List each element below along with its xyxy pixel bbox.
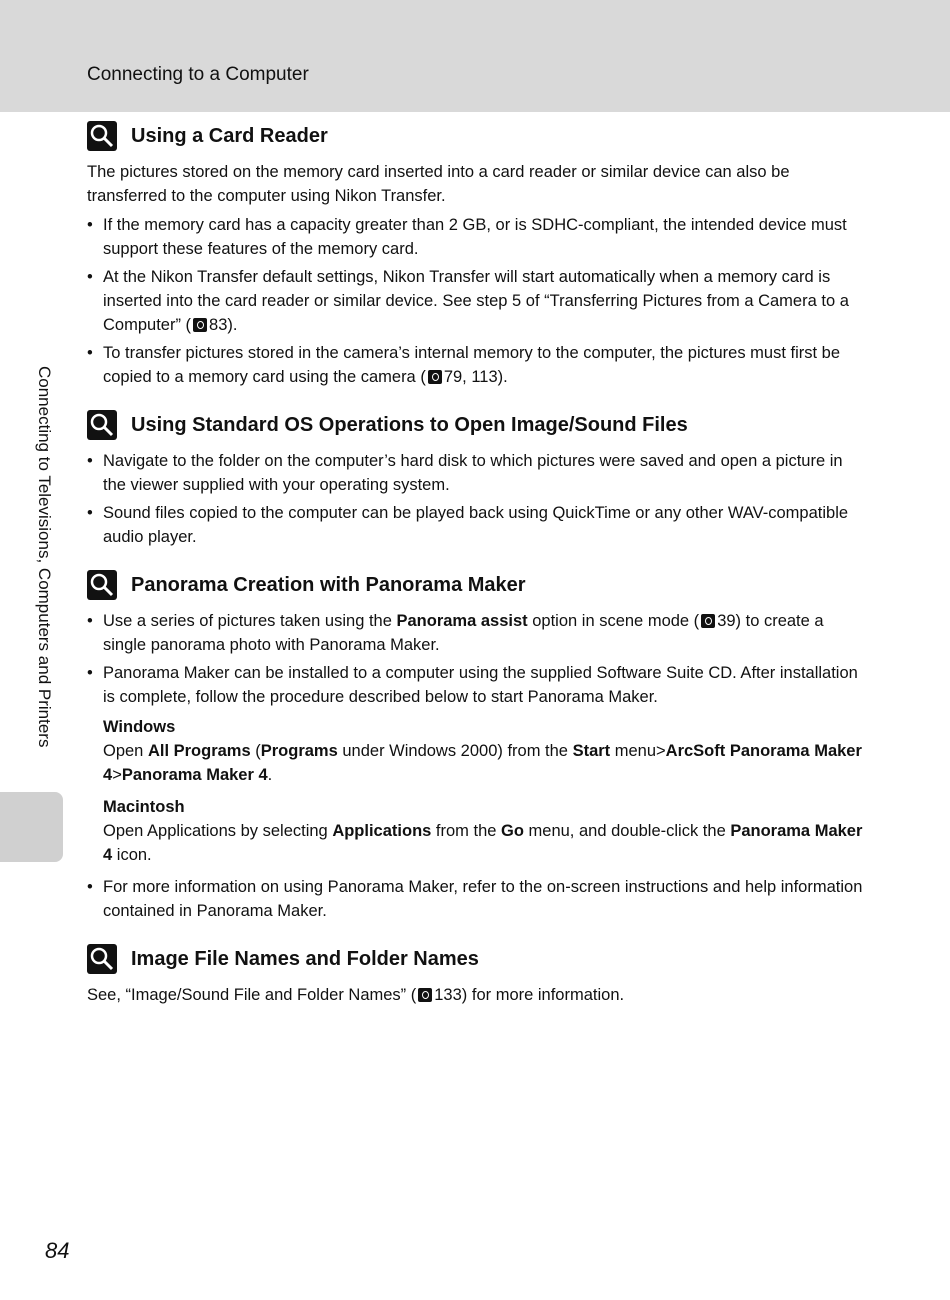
section-panorama	[87, 567, 867, 923]
windows-instructions	[87, 715, 867, 787]
list-item: • If the memory card has a capacity greater than 2 GB, or is SDHC-compliant, the intended device must support these features of the memory card.	[87, 213, 867, 261]
page-reference-icon	[701, 614, 715, 628]
section-title: Using Standard OS Operations to Open Image/Sound Files	[131, 414, 688, 436]
section-title: Panorama Creation with Panorama Maker	[131, 574, 526, 596]
section-title: Image File Names and Folder Names	[131, 948, 479, 970]
note-icon	[87, 410, 117, 440]
section-standard-os	[87, 407, 867, 549]
side-chapter-label: Connecting to Televisions, Computers and Printers	[35, 366, 54, 748]
section-file-names	[87, 941, 867, 1007]
list-item: • Navigate to the folder on the computer’s hard disk to which pictures were saved and open a picture in the viewer supplied with your operating system.	[87, 449, 867, 497]
main-content	[87, 118, 867, 1012]
list-item: • At the Nikon Transfer default settings, Nikon Transfer will start automatically when a memory card is inserted into the card reader or similar device. See step 5 of “Transferring Pictures from a Camera to a Computer” ( 83).	[87, 265, 867, 337]
windows-heading: Windows	[103, 718, 176, 736]
section-card-reader	[87, 118, 867, 389]
bullet-list	[87, 609, 867, 709]
page-number: 84	[45, 1238, 70, 1263]
windows-text: Open All Programs (Programs under Windows 2000) from the Start menu>ArcSoft Panorama Maker 4>Panorama Maker 4.	[103, 742, 862, 784]
chapter-tab	[0, 792, 63, 862]
page-header-title: Connecting to a Computer	[87, 64, 309, 85]
section-heading	[87, 941, 867, 977]
macintosh-instructions	[87, 795, 867, 867]
list-item: • Sound files copied to the computer can be played back using QuickTime or any other WAV-compatible audio player.	[87, 501, 867, 549]
macintosh-text: Open Applications by selecting Applications from the Go menu, and double-click the Panorama Maker 4 icon.	[103, 822, 863, 864]
section-heading	[87, 407, 867, 443]
section-title: Using a Card Reader	[131, 125, 328, 147]
note-icon	[87, 944, 117, 974]
section-intro: The pictures stored on the memory card inserted into a card reader or similar device can also be transferred to the computer using Nikon Transfer.	[87, 163, 790, 205]
macintosh-heading: Macintosh	[103, 798, 185, 816]
section-heading	[87, 567, 867, 603]
bullet-list	[87, 875, 867, 923]
list-item: • For more information on using Panorama Maker, refer to the on-screen instructions and help information contained in Panorama Maker.	[87, 875, 867, 923]
page-reference-icon	[428, 370, 442, 384]
bullet-list	[87, 449, 867, 549]
note-icon	[87, 121, 117, 151]
bullet-list	[87, 213, 867, 389]
section-heading	[87, 118, 867, 154]
page-reference-icon	[418, 988, 432, 1002]
list-item: • To transfer pictures stored in the camera’s internal memory to the computer, the pictures must first be copied to a memory card using the camera ( 79, 113).	[87, 341, 867, 389]
page-reference-icon	[193, 318, 207, 332]
note-icon	[87, 570, 117, 600]
list-item: • Panorama Maker can be installed to a computer using the supplied Software Suite CD. After installation is complete, follow the procedure described below to start Panorama Maker.	[87, 661, 867, 709]
section-text: See, “Image/Sound File and Folder Names” ( 133) for more information.	[87, 986, 625, 1004]
header-band	[0, 0, 950, 112]
list-item: • Use a series of pictures taken using the Panorama assist option in scene mode ( 39) to create a single panorama photo with Panorama Maker.	[87, 609, 867, 657]
